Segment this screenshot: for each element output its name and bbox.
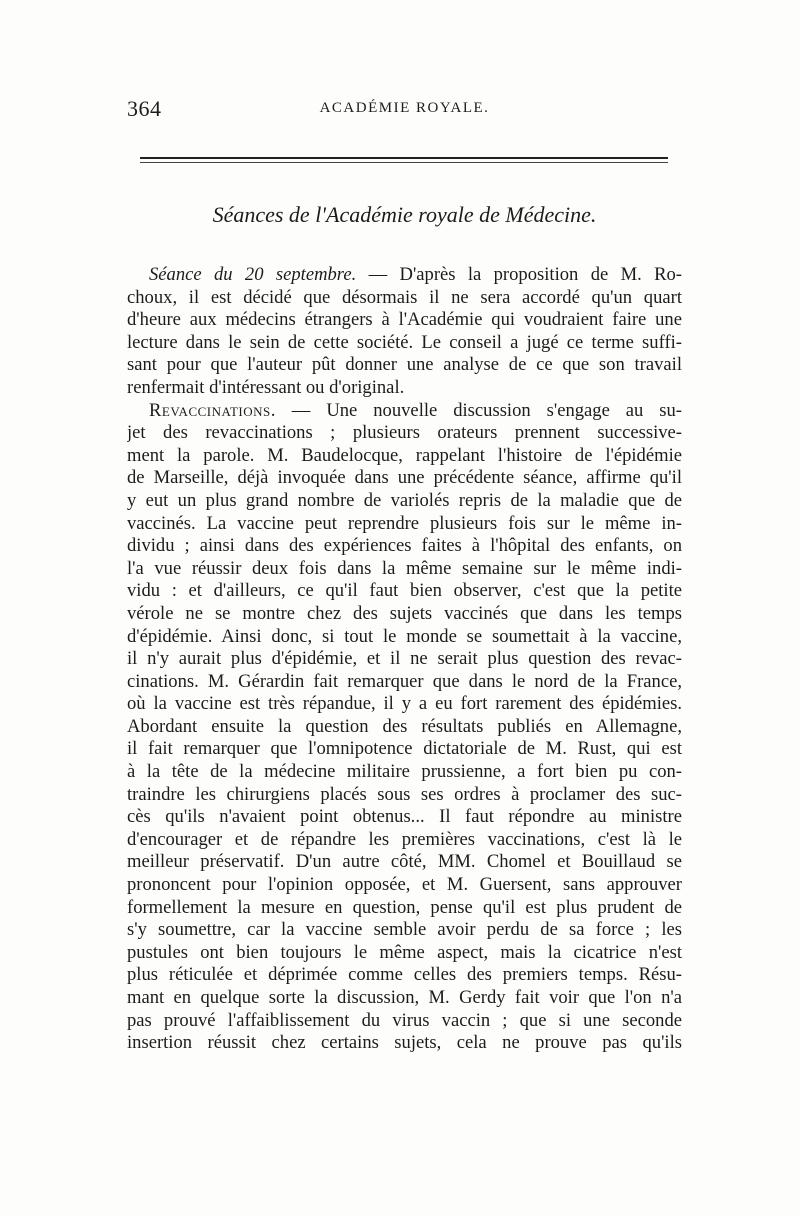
paragraph-1-lead: Séance du 20 septembre. [149, 264, 357, 285]
page-number: 364 [127, 96, 162, 121]
text-line: mant en quelque sorte la discussion, M. Gerdy fait voir que l'on n'a [127, 987, 682, 1008]
body-text [127, 264, 682, 1055]
paragraph-2-first-line [127, 400, 682, 423]
text-line: ment la parole. M. Baudelocque, rappelant l'histoire de l'épidémie [127, 444, 682, 466]
text-line: à la tête de la médecine militaire prussienne, a fort bien pu con- [127, 761, 682, 783]
text-line: sant pour que l'auteur pût donner une analyse de ce que son travail [127, 354, 682, 376]
text-line: prononcent pour l'opinion opposée, et M. Guersent, sans approuver [127, 874, 682, 896]
text-line: plus réticulée et déprimée comme celles des premiers temps. Résu- [127, 964, 682, 986]
text-line: formellement la mesure en question, pense qu'il est plus prudent de [127, 896, 682, 918]
text-line: vaccinés. La vaccine peut reprendre plusieurs fois sur le même in- [127, 512, 682, 534]
text-line: Abordant ensuite la question des résultats publiés en Allemagne, [127, 715, 682, 737]
section-title: Séances de l'Académie royale de Médecine. [212, 202, 597, 227]
text-line: traindre les chirurgiens placés sous ses ordres à proclamer des suc- [127, 783, 682, 805]
text-line: il n'y aurait plus d'épidémie, et il ne serait plus question des revac- [127, 648, 682, 670]
text-line: d'encourager et de répandre les premières vaccinations, c'est là le [127, 828, 682, 850]
text-line: dividu ; ainsi dans des expériences faites à l'hôpital des enfants, on [127, 535, 682, 557]
text-line: d'heure aux médecins étrangers à l'Académie qui voudraient faire une [127, 309, 682, 331]
paragraph-1-first-line [127, 264, 682, 287]
running-head [127, 96, 682, 124]
paragraph-2-lead: Revaccinations. [149, 399, 276, 421]
text-line: y eut un plus grand nombre de variolés repris de la maladie que de [127, 489, 682, 511]
text-line: vidu : et d'ailleurs, ce qu'il faut bien observer, c'est que la petite [127, 580, 682, 602]
running-title: ACADÉMIE ROYALE. [319, 100, 490, 116]
text-line: renfermait d'intéressant ou d'original. [127, 376, 405, 398]
text-line: choux, il est décidé que désormais il ne sera accordé qu'un quart [127, 286, 682, 308]
text-line: lecture dans le sein de cette société. Le conseil a jugé ce terme suffi- [127, 331, 682, 353]
text-line: meilleur préservatif. D'un autre côté, MM. Chomel et Bouillaud se [127, 851, 682, 873]
text-line: jet des revaccinations ; plusieurs orateurs prennent successive- [127, 422, 682, 444]
paragraph-1-lead-rest: — D'après la proposition de M. Ro- [356, 264, 682, 285]
text-line: d'épidémie. Ainsi donc, si tout le monde se soumettait à la vaccine, [127, 625, 682, 647]
text-line: l'a vue réussir deux fois dans la même semaine sur le même indi- [127, 557, 682, 579]
text-line: vérole ne se montre chez des sujets vaccinés que dans les temps [127, 602, 682, 624]
text-line: pustules ont bien toujours le même aspect, mais la cicatrice n'est [127, 941, 682, 963]
text-line: de Marseille, déjà invoquée dans une précédente séance, affirme qu'il [127, 467, 682, 489]
header-rule [140, 157, 668, 163]
text-line: cès qu'ils n'avaient point obtenus... Il faut répondre au ministre [127, 806, 682, 828]
text-line: où la vaccine est très répandue, il y a eu fort rarement des épidémies. [127, 693, 682, 715]
text-line: il fait remarquer que l'omnipotence dictatoriale de M. Rust, qui est [127, 738, 682, 760]
text-line: cinations. M. Gérardin fait remarquer que dans le nord de la France, [127, 670, 682, 692]
text-line: s'y soumettre, car la vaccine semble avoir perdu de sa force ; les [127, 919, 682, 941]
text-line: pas prouvé l'affaiblissement du virus vaccin ; que si une seconde [127, 1009, 682, 1031]
paragraph-2-lead-rest: — Une nouvelle discussion s'engage au su- [275, 399, 682, 421]
text-line: insertion réussit chez certains sujets, cela ne prouve pas qu'ils [127, 1032, 682, 1054]
